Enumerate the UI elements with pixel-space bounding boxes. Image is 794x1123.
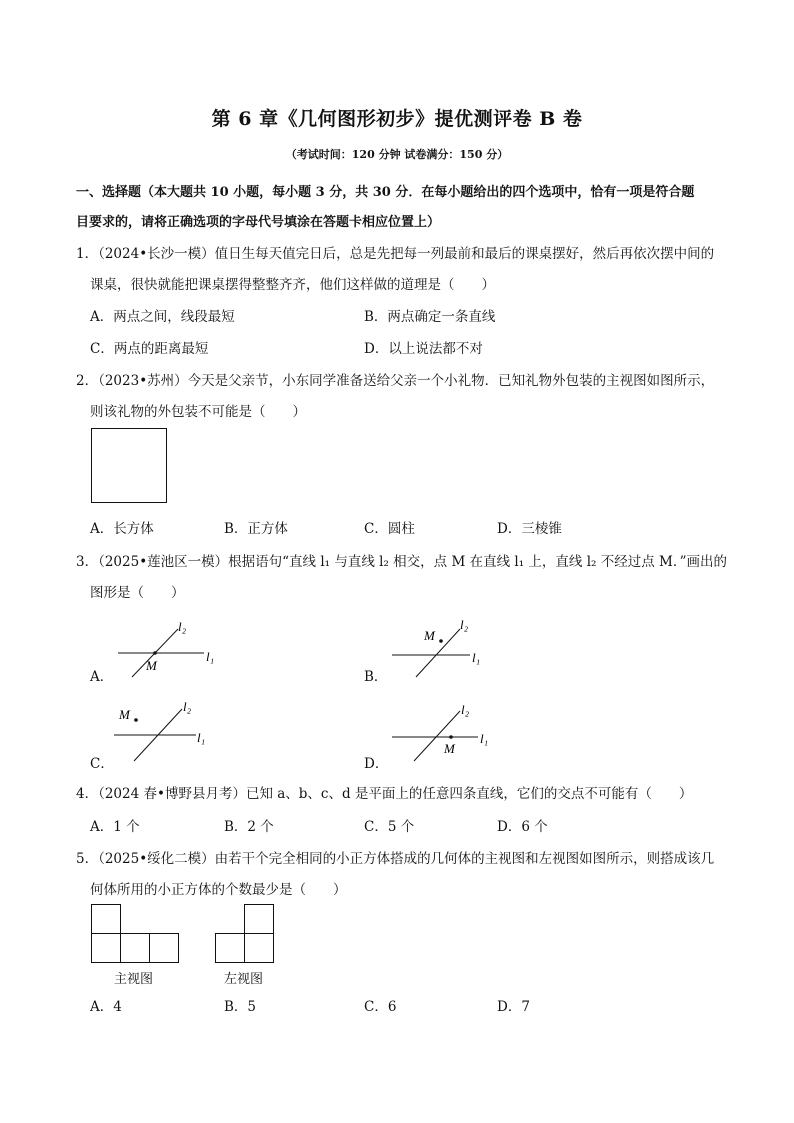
q3-figure-c — [110, 697, 230, 757]
q3-stem-line2: 图形是（ ） — [90, 585, 185, 601]
q5-stem-line1: 5．（2025•绥化二模）由若干个完全相同的小正方体搭成的几何体的主视图和左视图如图所示，则搭成该几 — [76, 851, 715, 867]
point-m — [153, 651, 157, 655]
q5-left-view — [215, 904, 277, 966]
label-l1: l₁ — [480, 731, 489, 746]
q5-option-a: A．4 — [90, 999, 122, 1015]
q3-figure-a — [110, 615, 230, 675]
q3-stem-line1: 3．（2025•莲池区一模）根据语句“直线 l₁ 与直线 l₂ 相交，点 M 在直线 l₁ 上，直线 l₂ 不经过点 M．”画出的 — [76, 554, 727, 570]
label-l2: l₂ — [461, 702, 470, 717]
point-m — [439, 639, 443, 643]
q4-option-a: A．1 个 — [90, 819, 140, 835]
label-m: M — [444, 741, 455, 756]
q5-front-view — [91, 904, 181, 966]
q3-figure-b — [384, 615, 504, 675]
q5-left-view-caption: 左视图 — [224, 972, 264, 987]
label-m: M — [146, 658, 157, 673]
line-l2 — [416, 629, 460, 677]
point-m — [449, 735, 453, 739]
section-header-line2: 目要求的，请将正确选项的字母代号填涂在答题卡相应位置上） — [76, 215, 441, 230]
q2-stem-line2: 则该礼物的外包装不可能是（ ） — [90, 404, 306, 420]
q4-option-c: C．5 个 — [364, 819, 415, 835]
q1-option-c: C．两点的距离最短 — [90, 341, 209, 357]
q2-option-a: A．长方体 — [90, 521, 154, 537]
q5-option-c: C．6 — [364, 999, 397, 1015]
q3-option-d: D． — [364, 756, 389, 772]
q1-stem-line1: 1．（2024•长沙一模）值日生每天值完日后，总是先把每一列最前和最后的课桌摆好，然后再依次摆中间的 — [76, 246, 715, 262]
q3-option-c: C． — [90, 756, 114, 772]
page-title: 第 6 章《几何图形初步》提优测评卷 B 卷 — [211, 108, 583, 130]
q5-stem-line2: 何体所用的小正方体的个数最少是（ ） — [90, 882, 347, 898]
q1-stem-line2: 课桌，很快就能把课桌摆得整整齐齐，他们这样做的道理是（ ） — [90, 277, 495, 293]
label-l1: l₁ — [472, 650, 481, 665]
q4-stem-line1: 4．（2024 春•博野县月考）已知 a、b、c、d 是平面上的任意四条直线，它们的交点不可能有（ ） — [76, 786, 693, 802]
label-l2: l₂ — [460, 617, 469, 632]
section-header-line1: 一、选择题（本大题共 10 小题，每小题 3 分，共 30 分．在每小题给出的四个选项中，恰有一项是符合题 — [76, 185, 695, 200]
q2-option-c: C．圆柱 — [364, 521, 415, 537]
label-l1: l₁ — [197, 730, 206, 745]
q5-option-b: B．5 — [224, 999, 257, 1015]
q1-option-b: B．两点确定一条直线 — [364, 309, 496, 325]
q4-option-d: D．6 个 — [497, 819, 548, 835]
point-m — [134, 718, 138, 722]
q2-front-view-square — [91, 428, 167, 504]
q3-option-a: A． — [90, 669, 114, 685]
q2-option-d: D．三棱锥 — [497, 521, 562, 537]
label-m: M — [119, 707, 130, 722]
label-l2: l₂ — [183, 699, 192, 714]
q3-figure-d — [384, 697, 504, 757]
label-m: M — [424, 628, 435, 643]
q1-option-d: D．以上说法都不对 — [364, 341, 483, 357]
q5-option-d: D．7 — [497, 999, 530, 1015]
q2-option-b: B．正方体 — [224, 521, 288, 537]
q2-stem-line1: 2．（2023•苏州）今天是父亲节，小东同学准备送给父亲一个小礼物．已知礼物外包装的主视图如图所示， — [76, 373, 715, 389]
q5-front-view-caption: 主视图 — [114, 972, 154, 987]
q3-option-b: B． — [364, 669, 388, 685]
label-l1: l₁ — [206, 649, 215, 664]
q1-option-a: A．两点之间，线段最短 — [90, 309, 235, 325]
label-l2: l₂ — [178, 619, 187, 634]
exam-info: （考试时间：120 分钟 试卷满分：150 分） — [285, 148, 509, 161]
q4-option-b: B．2 个 — [224, 819, 274, 835]
